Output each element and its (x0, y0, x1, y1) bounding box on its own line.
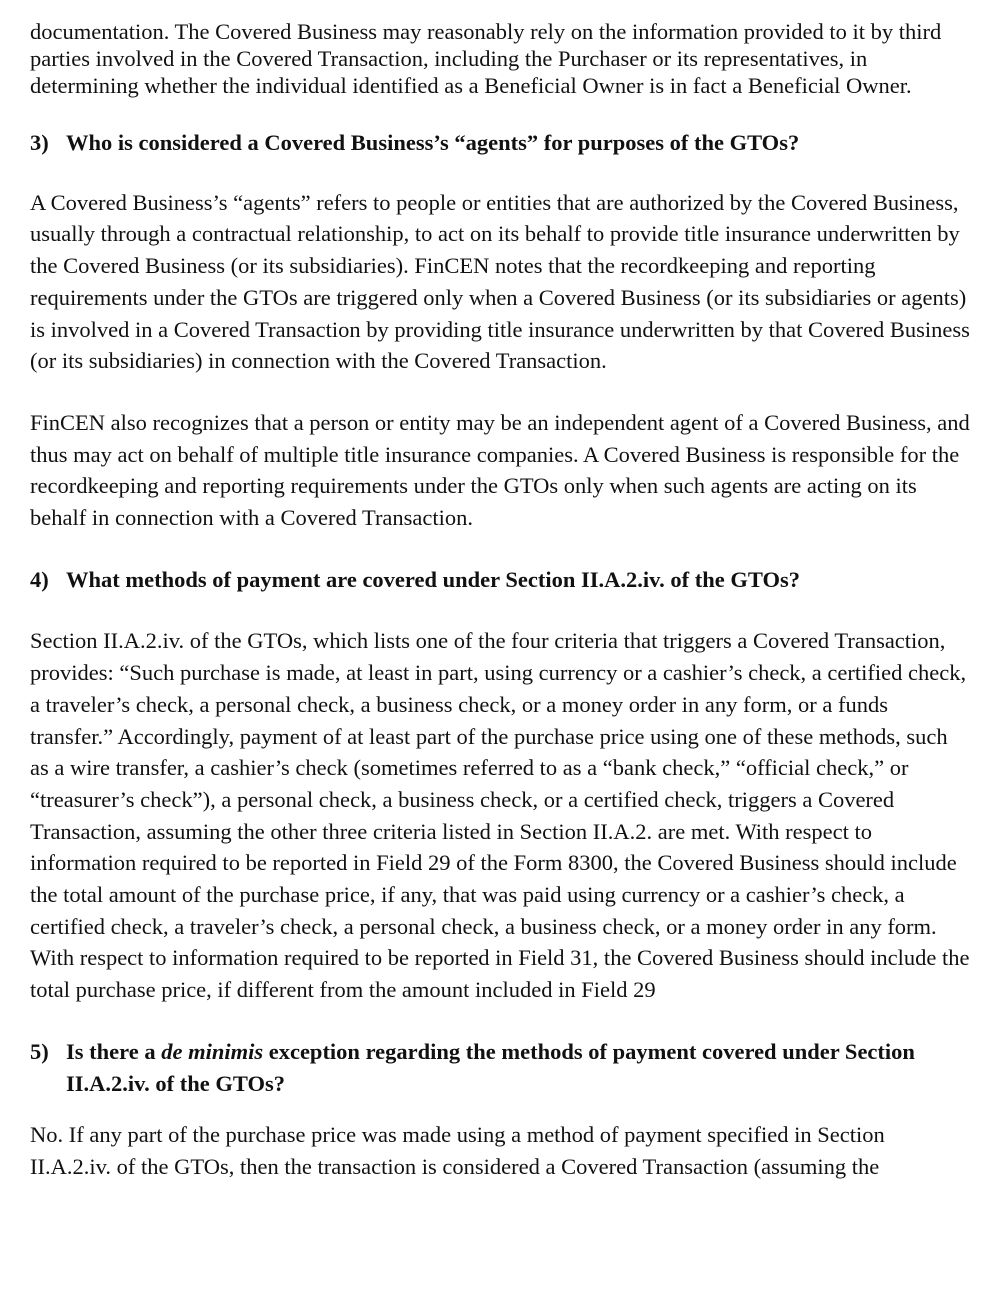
document-page (30, 18, 970, 1183)
question-3-heading (30, 127, 970, 159)
spacer (30, 377, 970, 407)
spacer (30, 1099, 970, 1119)
question-number: 3) (30, 130, 49, 155)
paragraph-payment-methods: Section II.A.2.iv. of the GTOs, which lists one of the four criteria that triggers a Covered Transaction, provides: “Such purchase is made, at least in part, using currency or a cashier’s check, a certified check, a traveler’s check, a personal check, a business check, or a money order in any form, or a funds transfer.” Accordingly, payment of at least part of the purchase price using one of these methods, such as a wire transfer, a cashier’s check (sometimes referred to as a “bank check,” “official check,” or “treasurer’s check”), a personal check, a business check, or a certified check, triggers a Covered Transaction, assuming the other three criteria listed in Section II.A.2. are met. With respect to information required to be reported in Field 29 of the Form 8300, the Covered Business should include the total amount of the purchase price, if any, that was paid using currency or a cashier’s check, a certified check, a traveler’s check, a personal check, a business check, or a money order in any form. With respect to information required to be reported in Field 31, the Covered Business should include the total purchase price, if different from the amount included in Field 29 (30, 628, 970, 1003)
question-text (66, 1036, 970, 1099)
question-text: What methods of payment are covered under Section II.A.2.iv. of the GTOs? (66, 566, 800, 592)
paragraph-beneficial-owner: documentation. The Covered Business may reasonably rely on the information provided to it by third parties involved in the Covered Transaction, including the Purchaser or its representatives, in determining whether the individual identified as a Beneficial Owner is in fact a Beneficial Owner. (30, 19, 942, 98)
question-text-italic: de minimis (161, 1038, 264, 1064)
spacer (30, 595, 970, 625)
paragraph-de-minimis-answer: No. If any part of the purchase price was made using a method of payment specified in Section II.A.2.iv. of the GTOs, then the transaction is considered a Covered Transaction (assuming the (30, 1122, 885, 1179)
question-number: 4) (30, 566, 49, 592)
paragraph-agents-definition: A Covered Business’s “agents” refers to people or entities that are authorized by the Covered Business, usually through a contractual relationship, to act on its behalf to provide title insurance underwritten by the Covered Business (or its subsidiaries). FinCEN notes that the recordkeeping and reporting requirements under the GTOs are triggered only when a Covered Business (or its subsidiaries or agents) is involved in a Covered Transaction by providing title insurance underwritten by that Covered Business (or its subsidiaries) in connection with the Covered Transaction. (30, 189, 970, 374)
spacer (30, 99, 970, 127)
question-text: Who is considered a Covered Business’s “agents” for purposes of the GTOs? (66, 130, 800, 155)
question-5-heading (30, 1036, 970, 1099)
question-text-pre: Is there a (66, 1038, 162, 1064)
spacer (30, 1006, 970, 1036)
spacer (30, 534, 970, 564)
question-number: 5) (30, 1038, 49, 1064)
question-4-heading (30, 564, 970, 596)
paragraph-independent-agents: FinCEN also recognizes that a person or entity may be an independent agent of a Covered Business, and thus may act on behalf of multiple title insurance companies. A Covered Business is responsible for the recordkeeping and reporting requirements under the GTOs only when such agents are acting on its behalf in connection with a Covered Transaction. (30, 409, 970, 531)
question-text-post: exception regarding the methods of payment covered under Section II.A.2.iv. of the GTOs? (66, 1038, 915, 1096)
spacer (30, 159, 970, 187)
